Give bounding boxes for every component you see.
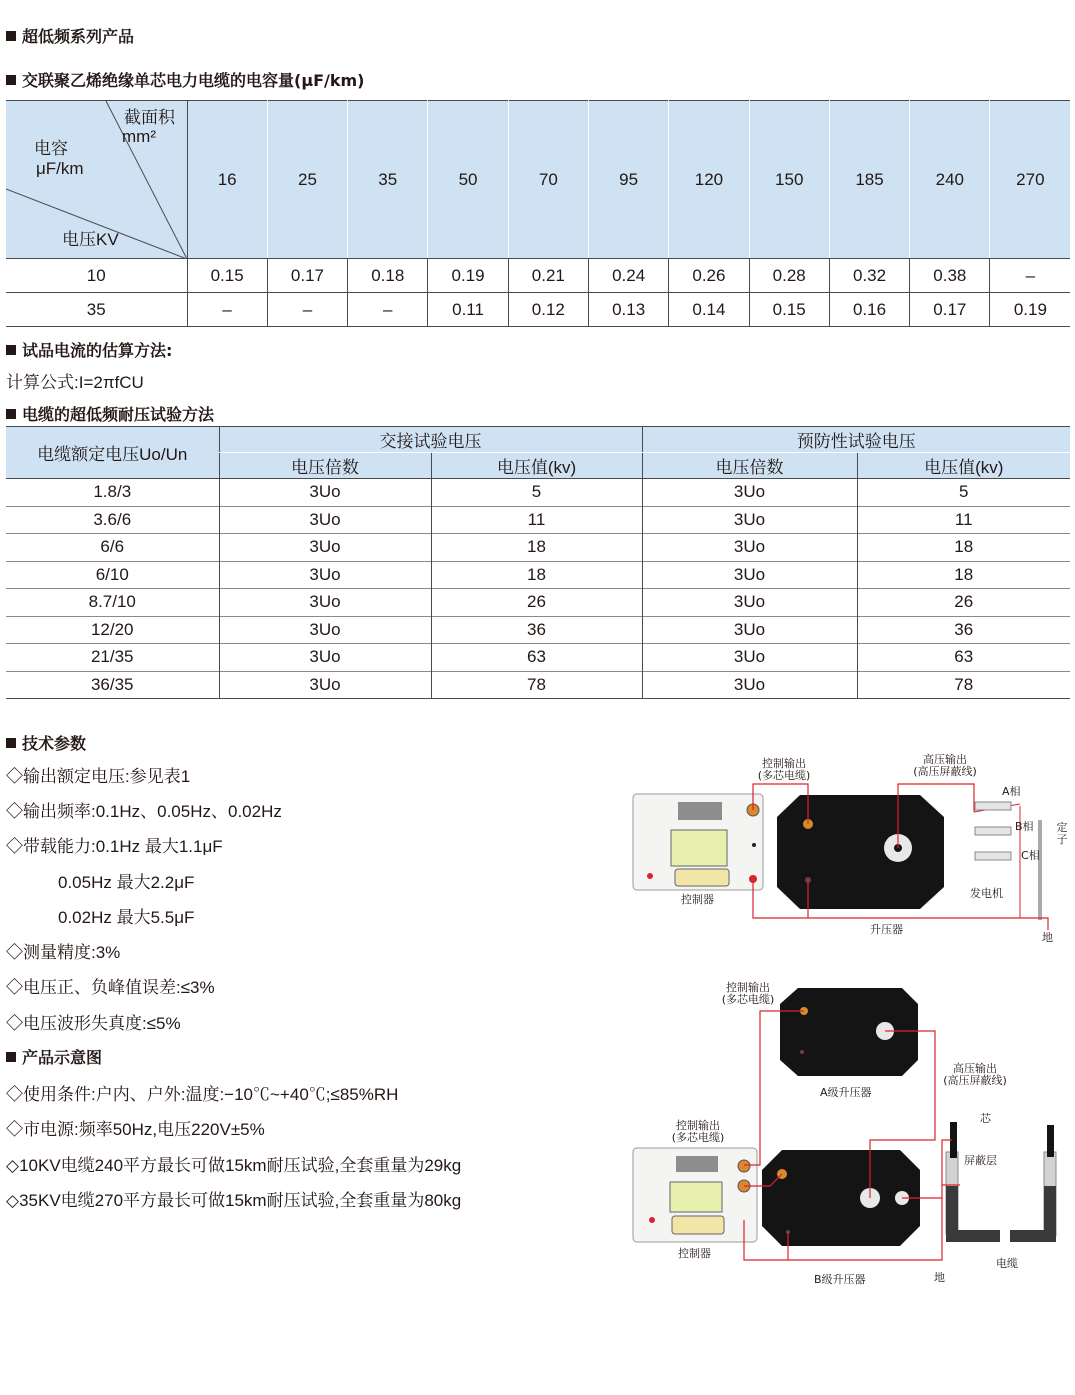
hv-out-label: 高压输出 (高压屏蔽线) — [943, 1062, 1007, 1087]
table-row — [6, 506, 1070, 534]
spec-line: ◇带载能力:0.1Hz 最大1.1μF — [6, 837, 223, 856]
wiring-diagram-generator — [630, 752, 1070, 952]
table-row — [6, 534, 1070, 562]
section-header: 120 — [669, 101, 749, 259]
spec-line: ◇10KV电缆240平方最长可做15km耐压试验,全套重量为29kg — [6, 1156, 462, 1175]
value-cell: 0.17 — [267, 259, 347, 293]
table-cell: 1.8/3 — [93, 482, 132, 502]
ctrl-out-label-b: 控制输出 (多芯电缆) — [671, 1119, 725, 1144]
value-cell: 0.12 — [508, 293, 588, 327]
transformer-body — [777, 795, 944, 909]
value-cell: 0.32 — [829, 259, 909, 293]
table-header-row — [6, 427, 1070, 453]
spec-line: ◇35KV电缆270平方最长可做15km耐压试验,全套重量为80kg — [6, 1191, 462, 1210]
output-connector — [738, 1160, 750, 1172]
value-header: 电压值(kv) — [857, 453, 1070, 479]
value-cell: 0.18 — [348, 259, 428, 293]
tech-heading: 技术参数 — [6, 731, 86, 754]
table-cell: 78 — [431, 671, 642, 699]
value-cell: – — [348, 293, 428, 327]
section-header: 16 — [187, 101, 267, 259]
value-cell: 0.16 — [829, 293, 909, 327]
value-cell: – — [187, 293, 267, 327]
corner-cap-unit-label: μF/km — [36, 159, 84, 178]
series-heading: 超低频系列产品 — [6, 24, 134, 47]
phase-c-label: C相 — [1021, 849, 1040, 862]
bullet-square-icon — [6, 345, 16, 355]
capacitance-table — [6, 100, 1070, 327]
table-cell: 36 — [857, 616, 1070, 644]
table-cell: 5 — [431, 479, 642, 507]
corner-voltage-label: 电压KV — [62, 230, 119, 249]
value-cell: 0.15 — [187, 259, 267, 293]
table-cell: 11 — [431, 506, 642, 534]
current-heading: 试品电流的估算方法: — [6, 338, 172, 361]
value-cell: 0.26 — [669, 259, 749, 293]
corner-area-label: 截面积 — [124, 108, 175, 127]
table-cell: 3.6/6 — [6, 506, 219, 534]
power-switch — [647, 873, 653, 879]
section-header: 95 — [588, 101, 668, 259]
ctrl-out-label-a: 控制输出 (多芯电缆) — [721, 981, 775, 1006]
bullet-square-icon — [6, 409, 16, 419]
table-cell: 3Uo — [219, 561, 431, 589]
phase-b-winding — [975, 827, 1011, 835]
formula-text: 计算公式:I=2πfCU — [6, 373, 144, 392]
table-cell: 3Uo — [219, 589, 431, 617]
multiplier-header: 电压倍数 — [219, 453, 431, 479]
hv-out-label: 高压输出 (高压屏蔽线) — [913, 753, 977, 778]
ac-group-header: 交接试验电压 — [219, 427, 642, 453]
spec-line: ◇测量精度:3% — [6, 943, 121, 962]
value-cell: 0.38 — [910, 259, 990, 293]
a-transformer-body — [780, 988, 918, 1076]
value-cell: 0.28 — [749, 259, 829, 293]
table-row — [6, 644, 1070, 672]
table-cell: 3Uo — [219, 506, 431, 534]
value-cell: 0.13 — [588, 293, 668, 327]
table-cell: 18 — [431, 534, 642, 562]
spec-line: ◇输出额定电压:参见表1 — [6, 767, 191, 786]
table-cell: 12/20 — [6, 616, 219, 644]
value-cell: – — [267, 293, 347, 327]
stator-label: 定子 — [1056, 821, 1068, 846]
phase-a-label: A相 — [1002, 785, 1021, 798]
table-cell: 18 — [857, 534, 1070, 562]
a-ground-connector — [800, 1050, 804, 1054]
controller-label: 控制器 — [678, 1247, 711, 1260]
capacitance-header-row — [6, 101, 1070, 259]
table-cell: 36/35 — [6, 671, 219, 699]
core-label: 芯 — [980, 1112, 991, 1125]
spec-line: ◇电压波形失真度:≤5% — [6, 1014, 181, 1033]
table-cell: 3Uo — [642, 534, 857, 562]
table-cell: 3Uo — [642, 644, 857, 672]
rated-voltage-header: 电缆额定电压Uo/Un — [6, 427, 219, 479]
value-cell: – — [990, 259, 1070, 293]
bullet-square-icon — [6, 75, 16, 85]
table-cell: 63 — [431, 644, 642, 672]
table-cell: 63 — [857, 644, 1070, 672]
diagram-generator-svg — [630, 752, 1070, 952]
spec-line: ◇市电源:频率50Hz,电压220V±5% — [6, 1120, 265, 1139]
table-cell: 3Uo — [642, 479, 857, 507]
value-cell: 0.15 — [749, 293, 829, 327]
table-cell: 3Uo — [642, 589, 857, 617]
section-header: 50 — [428, 101, 508, 259]
cable-shield-2 — [1044, 1186, 1056, 1242]
diagram-heading: 产品示意图 — [6, 1045, 102, 1068]
phase-b-label: B相 — [1015, 820, 1034, 833]
table-cell: 6/10 — [6, 561, 219, 589]
table-cell: 5 — [857, 479, 1070, 507]
generator-label: 发电机 — [970, 887, 1003, 900]
section-header: 70 — [508, 101, 588, 259]
table-cell: 3Uo — [219, 479, 431, 507]
table-cell: 26 — [431, 589, 642, 617]
printer-slot — [676, 1156, 718, 1172]
cable-label: 电缆 — [996, 1257, 1018, 1270]
section-header: 240 — [910, 101, 990, 259]
table-row — [6, 561, 1070, 589]
function-keys — [675, 869, 729, 886]
function-keys — [672, 1216, 724, 1234]
wiring-diagram-cable — [630, 980, 1070, 1290]
table-cell: 26 — [857, 589, 1070, 617]
value-cell: 0.14 — [669, 293, 749, 327]
table-cell: 8.7/10 — [6, 589, 219, 617]
lcd-screen — [671, 830, 727, 866]
table-cell: 3Uo — [642, 671, 857, 699]
controller-label: 控制器 — [681, 893, 714, 906]
cable-core-2 — [1047, 1125, 1054, 1157]
spec-line: ◇输出频率:0.1Hz、0.05Hz、0.02Hz — [6, 802, 282, 821]
ground-label: 地 — [1042, 931, 1053, 944]
value-cell: 0.19 — [428, 259, 508, 293]
value-cell: 0.19 — [990, 293, 1070, 327]
bullet-square-icon — [6, 738, 16, 748]
spec-line: 0.05Hz 最大2.2μF — [58, 873, 195, 892]
ground-label: 地 — [934, 1271, 945, 1284]
table-cell: 6/6 — [6, 534, 219, 562]
value-cell: 0.11 — [428, 293, 508, 327]
phase-a-winding — [975, 802, 1011, 810]
table-cell: 3Uo — [219, 644, 431, 672]
lcd-screen — [670, 1182, 722, 1212]
cable-shield — [946, 1186, 958, 1242]
value-header: 电压值(kv) — [431, 453, 642, 479]
bullet-square-icon — [6, 31, 16, 41]
preventive-group-header: 预防性试验电压 — [642, 427, 1070, 453]
section-header: 270 — [990, 101, 1070, 259]
table-row — [6, 259, 1070, 293]
b-transformer-label: B级升压器 — [814, 1273, 866, 1286]
capacitance-heading: 交联聚乙烯绝缘单芯电力电缆的电容量(μF/km) — [6, 68, 365, 91]
table-cell: 21/35 — [6, 644, 219, 672]
table-cell: 3Uo — [219, 616, 431, 644]
table-row — [6, 589, 1070, 617]
printer-slot — [678, 802, 722, 820]
shield-label: 屏蔽层 — [964, 1154, 997, 1167]
a-transformer-label: A级升压器 — [820, 1086, 872, 1099]
table-cell: 78 — [857, 671, 1070, 699]
table-row — [6, 479, 1070, 507]
section-header: 35 — [348, 101, 428, 259]
corner-unit-label: mm² — [122, 127, 156, 146]
method-heading: 电缆的超低频耐压试验方法 — [6, 402, 214, 425]
voltage-cell: 35 — [6, 293, 187, 327]
section-header: 150 — [749, 101, 829, 259]
power-switch — [649, 1217, 655, 1223]
section-header: 185 — [829, 101, 909, 259]
table-cell: 3Uo — [219, 671, 431, 699]
table-row — [6, 293, 1070, 327]
table-cell: 3Uo — [642, 561, 857, 589]
value-cell: 0.24 — [588, 259, 668, 293]
spec-line: ◇电压正、负峰值误差:≤3% — [6, 978, 215, 997]
section-header: 25 — [267, 101, 347, 259]
spec-line: ◇使用条件:户内、户外:温度:−10℃~+40℃;≤85%RH — [6, 1085, 399, 1104]
transformer-label: 升压器 — [870, 923, 903, 936]
table-cell: 3Uo — [219, 534, 431, 562]
test-voltage-table — [6, 426, 1070, 699]
value-cell: 0.17 — [910, 293, 990, 327]
value-cell: 0.21 — [508, 259, 588, 293]
table-cell: 36 — [431, 616, 642, 644]
table-row — [6, 616, 1070, 644]
ground-terminal — [752, 843, 756, 847]
table-cell: 11 — [857, 506, 1070, 534]
corner-cap-label: 电容 — [34, 139, 68, 158]
bullet-square-icon — [6, 1052, 16, 1062]
voltage-cell: 10 — [86, 265, 106, 285]
phase-c-winding — [975, 852, 1011, 860]
table-cell: 18 — [857, 561, 1070, 589]
multiplier-header: 电压倍数 — [642, 453, 857, 479]
table-corner-cell — [6, 101, 187, 259]
table-cell: 3Uo — [642, 506, 857, 534]
table-cell: 18 — [431, 561, 642, 589]
ctrl-out-label: 控制输出 (多芯电缆) — [757, 757, 811, 782]
table-row — [6, 671, 1070, 699]
spec-line: 0.02Hz 最大5.5μF — [58, 908, 195, 927]
table-cell: 3Uo — [642, 616, 857, 644]
